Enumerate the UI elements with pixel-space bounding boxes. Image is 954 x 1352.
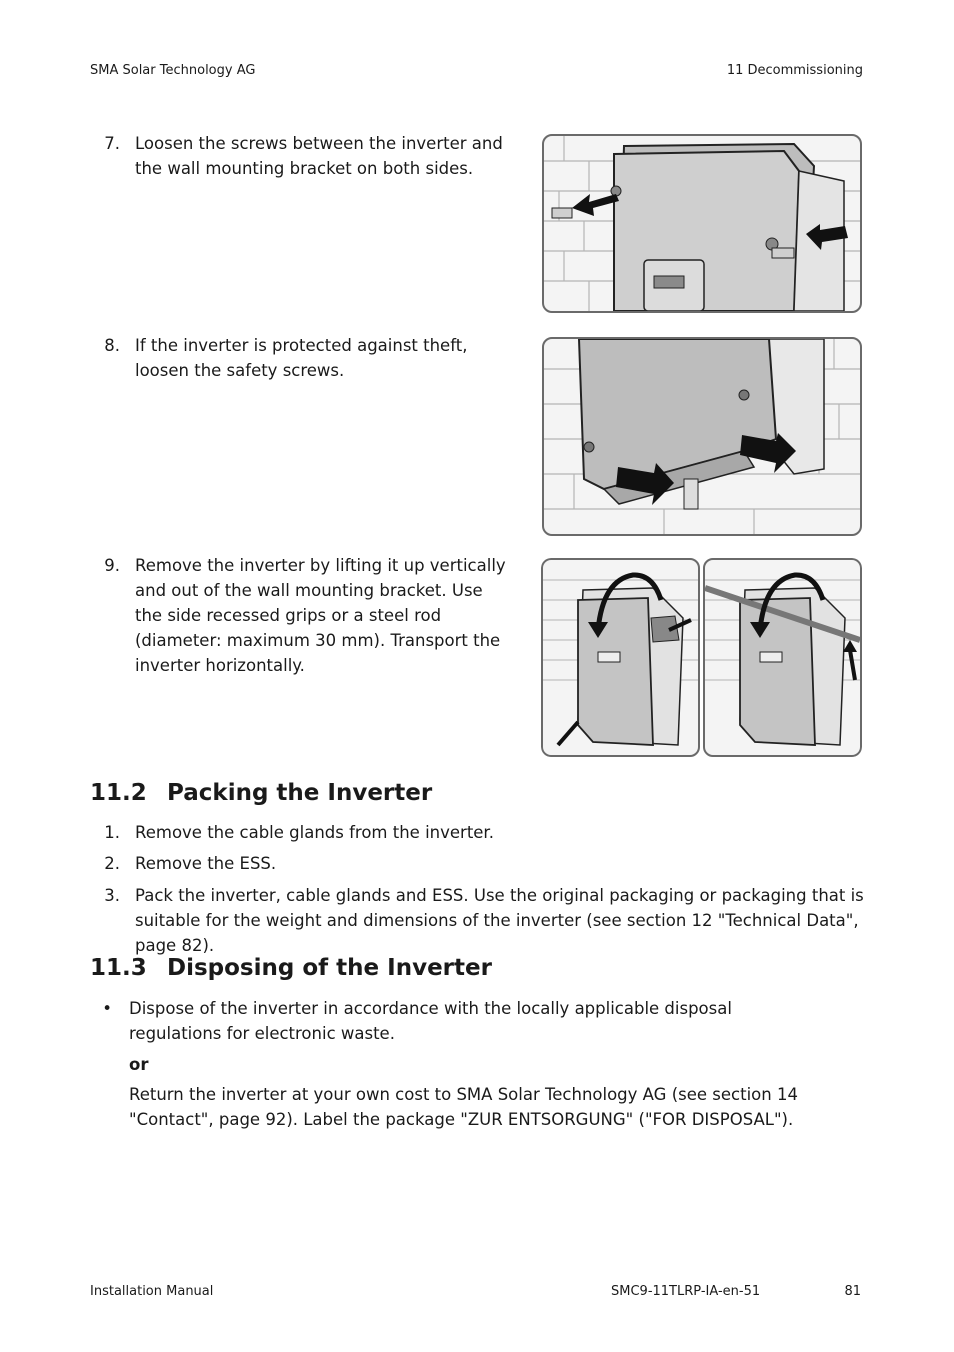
safety-screw-illustration bbox=[542, 337, 862, 536]
step-text: Remove the cable glands from the inverter. bbox=[135, 823, 494, 842]
step-text: Remove the ESS. bbox=[135, 854, 277, 873]
step-text: If the inverter is protected against theft, loosen the safety screws. bbox=[135, 336, 468, 380]
footer-page-number: 81 bbox=[844, 1284, 861, 1299]
step-number: 3. bbox=[104, 886, 120, 905]
step-number: 1. bbox=[104, 823, 120, 842]
step-text: Loosen the screws between the inverter and the wall mounting bracket on both sides. bbox=[135, 134, 503, 178]
step-text: Remove the inverter by lifting it up vertically and out of the wall mounting bracket. Use the side recessed grips or a steel rod (diameter: maximum 30 mm). Transport the inverter horizontally. bbox=[135, 556, 506, 675]
unscrew-illustration bbox=[542, 134, 862, 313]
section-title: Packing the Inverter bbox=[167, 780, 433, 806]
step-number: 8. bbox=[104, 336, 120, 355]
section-number: 11.2 bbox=[90, 780, 147, 806]
step-number: 9. bbox=[104, 556, 120, 575]
section-heading-disposing bbox=[90, 955, 590, 985]
header-chapter: 11 Decommissioning bbox=[726, 63, 863, 78]
section-title: Disposing of the Inverter bbox=[167, 955, 492, 981]
step-text: Pack the inverter, cable glands and ESS. Use the original packaging or packaging that is suitable for the weight and dimensions of the inverter (see section 12 "Technical Data", page 82). bbox=[135, 886, 864, 955]
alt-disposal-text: Return the inverter at your own cost to SMA Solar Technology AG (see section 14 "Contact", page 92). Label the package "ZUR ENTSORGUNG" ("FOR DISPOSAL"). bbox=[129, 1085, 798, 1129]
footer-doc-code: SMC9-11TLRP-IA-en-51 bbox=[611, 1284, 761, 1299]
header-company: SMA Solar Technology AG bbox=[90, 63, 256, 78]
bullet-text: Dispose of the inverter in accordance with the locally applicable disposal regulations for electronic waste. bbox=[129, 999, 732, 1043]
section-number: 11.3 bbox=[90, 955, 147, 981]
bullet-icon: • bbox=[102, 999, 112, 1018]
section-heading-packing bbox=[90, 780, 590, 810]
lift-steel-rod-panel bbox=[703, 558, 862, 757]
or-label: or bbox=[129, 1055, 149, 1074]
step-number: 7. bbox=[104, 134, 120, 153]
lift-inverter-illustration bbox=[541, 558, 862, 757]
footer-doc-type: Installation Manual bbox=[90, 1284, 214, 1299]
step-number: 2. bbox=[104, 854, 120, 873]
lift-recessed-grips-panel bbox=[541, 558, 700, 757]
